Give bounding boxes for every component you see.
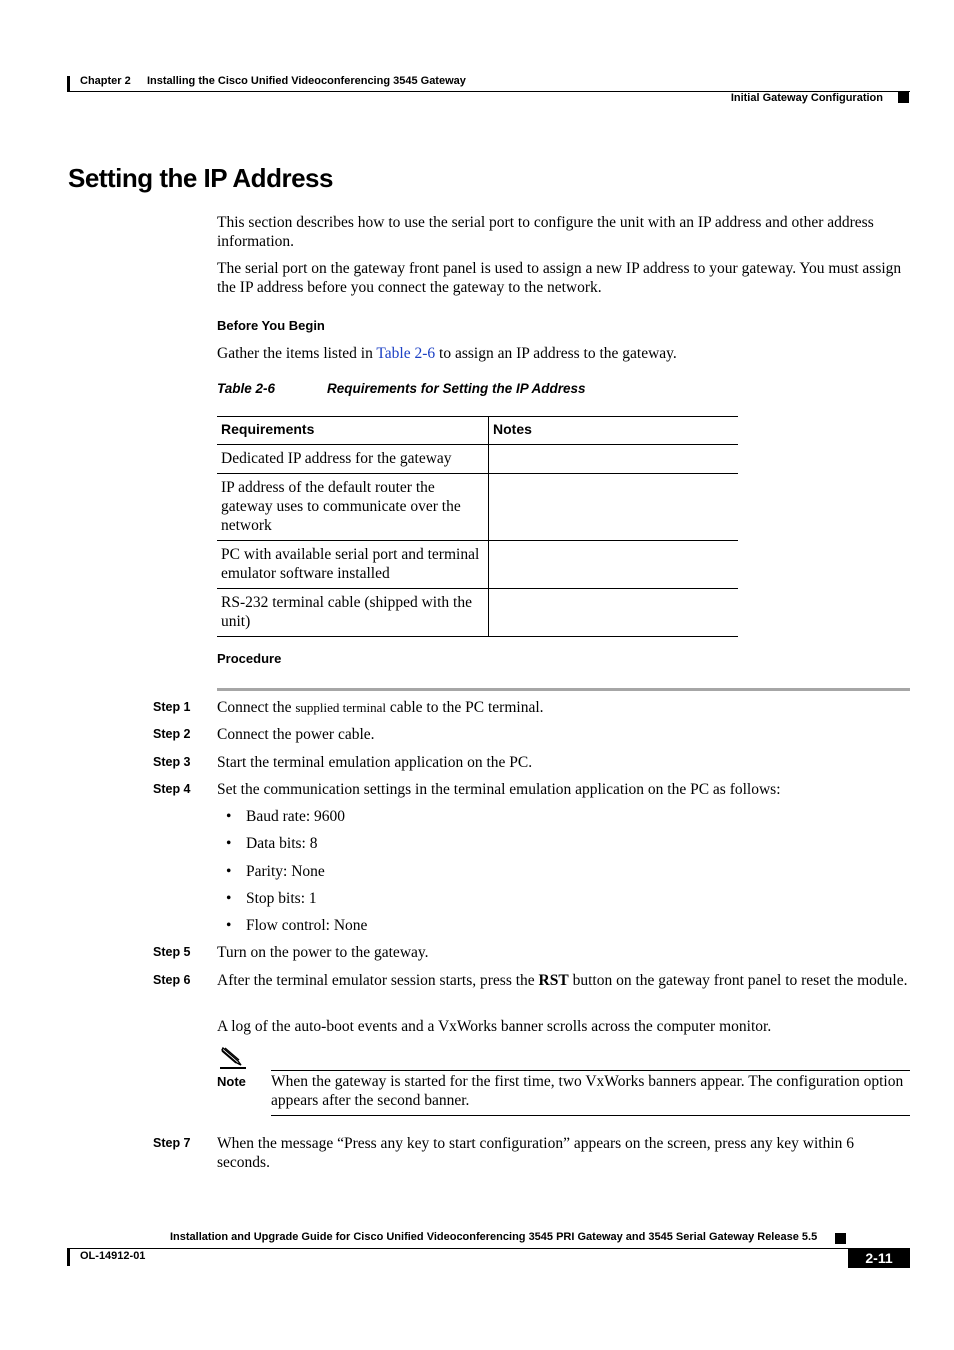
step-5-label: Step 5 (153, 945, 191, 959)
intro-paragraph-1: This section describes how to use the serial port to configure the unit with an IP address and other address information. (217, 214, 874, 250)
table-cell: RS-232 terminal cable (shipped with the unit) (217, 589, 489, 637)
byb-text-before: Gather the items listed in (217, 345, 377, 362)
footer-square (835, 1233, 846, 1244)
table-number: Table 2-6 (217, 381, 276, 396)
step-1-small: supplied terminal (295, 700, 386, 715)
list-item-text: Parity: None (246, 863, 325, 880)
table-row (217, 589, 738, 637)
note-text: When the gateway is started for the first time, two VxWorks banners appear. The configuration option appears after the second banner. (271, 1073, 904, 1109)
page-number: 2-11 (848, 1248, 910, 1268)
step-1-text (217, 698, 910, 717)
table-link[interactable]: Table 2-6 (376, 345, 436, 362)
procedure-rule (217, 688, 910, 691)
byb-text-after: to assign an IP address to the gateway. (435, 345, 677, 362)
intro-paragraph-2: The serial port on the gateway front panel is used to assign a new IP address to your gateway. You must assign the IP address before you connect the gateway to the network. (217, 260, 902, 296)
step-1-part-a: Connect the (217, 699, 296, 716)
list-item: • Flow control: None (226, 917, 368, 934)
list-item: • Data bits: 8 (226, 835, 318, 852)
header-chapter-title: Installing the Cisco Unified Videoconferencing 3545 Gateway (147, 75, 466, 87)
step-4-text: Set the communication settings in the terminal emulation application on the PC as follows: (217, 781, 781, 798)
list-item-text: Flow control: None (246, 917, 368, 934)
table-cell: IP address of the default router the gateway uses to communicate over the network (217, 474, 489, 541)
list-item: • Stop bits: 1 (226, 890, 317, 907)
table-header-requirements: Requirements (217, 417, 489, 445)
step-1-label: Step 1 (153, 700, 191, 714)
step-1-part-b: cable to the PC terminal. (385, 699, 544, 716)
step-6-bold: RST (538, 972, 569, 989)
step-6-label: Step 6 (153, 973, 191, 987)
table-cell (489, 541, 739, 589)
table-header-notes: Notes (489, 417, 739, 445)
procedure-heading: Procedure (217, 651, 282, 666)
footer-rule (67, 1248, 910, 1249)
header-bar (67, 76, 70, 91)
step-6-paragraph-2: A log of the auto-boot events and a VxWorks banner scrolls across the computer monitor. (217, 1018, 772, 1035)
note-label: Note (217, 1074, 246, 1089)
step-7-text: When the message “Press any key to start configuration” appears on the screen, press any key within 6 seconds. (217, 1135, 855, 1171)
table-cell (489, 474, 739, 541)
table-cell: PC with available serial port and terminal emulator software installed (217, 541, 489, 589)
step-6-text (217, 971, 910, 990)
note-rule-top (271, 1070, 910, 1071)
step-5-text: Turn on the power to the gateway. (217, 944, 429, 961)
page-title: Setting the IP Address (68, 163, 333, 193)
table-cell: Dedicated IP address for the gateway (217, 445, 489, 474)
table-caption (217, 381, 586, 396)
note-rule-bottom (271, 1115, 910, 1116)
before-you-begin-text (217, 344, 910, 363)
step-2-text: Connect the power cable. (217, 726, 375, 743)
requirements-table (217, 416, 738, 637)
table-cell (489, 445, 739, 474)
list-item: • Baud rate: 9600 (226, 808, 346, 825)
list-item-text: Data bits: 8 (246, 835, 318, 852)
table-row (217, 541, 738, 589)
header-section: Initial Gateway Configuration (730, 92, 883, 104)
before-you-begin-heading: Before You Begin (217, 318, 325, 333)
table-caption-text: Requirements for Setting the IP Address (327, 381, 586, 396)
table-row (217, 474, 738, 541)
step-3-text: Start the terminal emulation application on the PC. (217, 754, 533, 771)
step-3-label: Step 3 (153, 755, 191, 769)
list-item: • Parity: None (226, 863, 325, 880)
table-cell (489, 589, 739, 637)
footer-bar (67, 1248, 70, 1266)
footer-doc-number: OL-14912-01 (80, 1250, 146, 1262)
pencil-note-icon (219, 1045, 247, 1071)
step-6-part-a: After the terminal emulator session starts, press the (217, 972, 539, 989)
footer-title: Installation and Upgrade Guide for Cisco Unified Videoconferencing 3545 PRI Gateway and 3545 Serial Gateway Release 5.5 (170, 1231, 818, 1243)
list-item-text: Stop bits: 1 (246, 890, 317, 907)
step-4-label: Step 4 (153, 782, 191, 796)
table-row (217, 445, 738, 474)
step-7-label: Step 7 (153, 1136, 191, 1150)
header-chapter: Chapter 2 (80, 75, 131, 87)
table-header-row (217, 417, 738, 445)
list-item-text: Baud rate: 9600 (246, 808, 346, 825)
header-square (898, 92, 909, 103)
step-2-label: Step 2 (153, 727, 191, 741)
step-6-part-b: button on the gateway front panel to reset the module. (568, 972, 908, 989)
